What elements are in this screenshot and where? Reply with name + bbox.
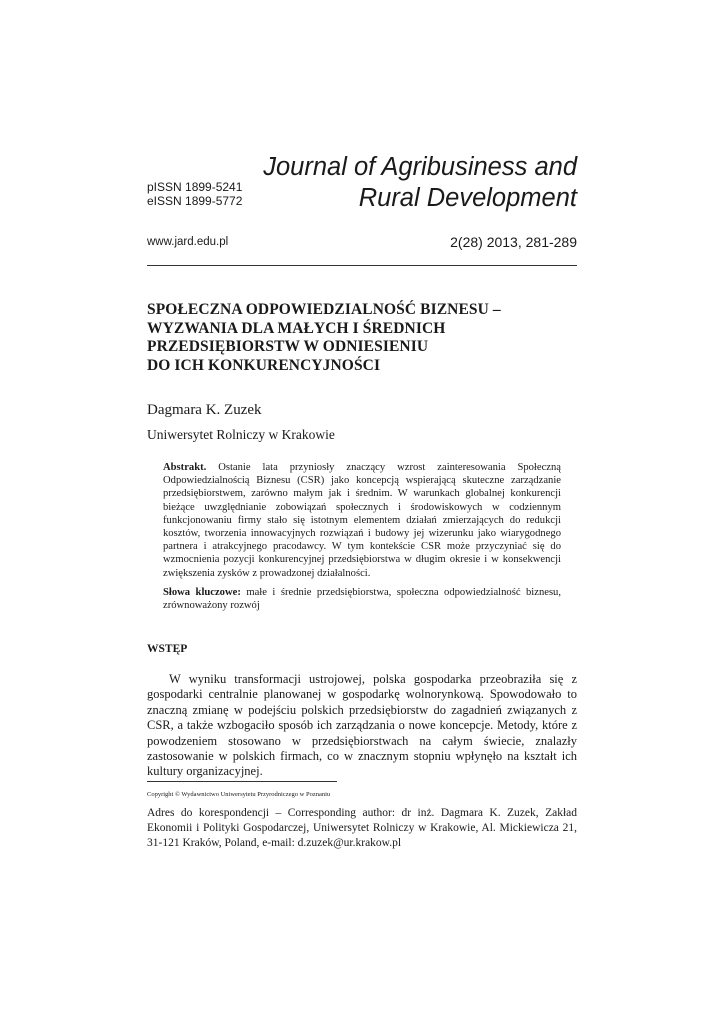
footnote-divider bbox=[147, 781, 337, 782]
article-title bbox=[147, 301, 577, 375]
article-title-line: SPOŁECZNA ODPOWIEDZIALNOŚĆ BIZNESU – bbox=[147, 301, 501, 318]
section-heading: WSTĘP bbox=[147, 643, 188, 655]
issn-block bbox=[147, 180, 242, 208]
author-name: Dagmara K. Zuzek bbox=[147, 402, 262, 418]
journal-title-line-1: Journal of Agribusiness and bbox=[263, 153, 577, 181]
journal-url: www.jard.edu.pl bbox=[147, 236, 229, 248]
correspondence-address: Adres do korespondencji – Corresponding author: dr inż. Dagmara K. Zuzek, Zakład Ekonomii i Polityki Gospodarczej, Uniwersytet Rolniczy w Krakowie, Al. Mickiewicza 21, 31-121 Kraków, Poland, e-mail: d.zuzek@ur.krakow.pl bbox=[147, 807, 577, 849]
eissn: eISSN 1899-5772 bbox=[147, 194, 243, 208]
article-title-line: WYZWANIA DLA MAŁYCH I ŚREDNICH bbox=[147, 319, 446, 337]
article-title-line: PRZEDSIĘBIORSTW W ODNIESIENIU bbox=[147, 338, 429, 355]
header-divider bbox=[147, 265, 577, 266]
keywords bbox=[163, 586, 561, 612]
abstract-label: Abstrakt. bbox=[163, 462, 207, 473]
journal-title bbox=[263, 152, 577, 214]
pissn: pISSN 1899-5241 bbox=[147, 180, 243, 194]
journal-title-line-2: Rural Development bbox=[358, 184, 577, 212]
copyright-notice: Copyright © Wydawnictwo Uniwersytetu Przyrodniczego w Poznaniu bbox=[147, 791, 331, 798]
author-affiliation: Uniwersytet Rolniczy w Krakowie bbox=[147, 427, 335, 442]
issue-info: 2(28) 2013, 281-289 bbox=[450, 234, 577, 250]
abstract-text: Ostanie lata przyniosły znaczący wzrost zainteresowania Społeczną Odpowiedzialnością Biznesu (CSR) jako koncepcją wspierającą skuteczne zarządzanie przedsiębiorstwem, zarówno małym jak i średnim. W warunkach globalnej konkurencji bieżące uwzględnianie zobowiązań społecznych i środowiskowych w codziennym funkcjonowaniu firmy stało się istotnym elementem działań zmierzających do redukcji kosztów, tworzenia innowacyjnych rozwiązań i budowy jej wizerunku jako wiarygodnego partnera i atrakcyjnego pracodawcy. W tym kontekście CSR może przyczyniać się do wzmocnienia pozycji konkurencyjnej przedsiębiorstwa w długim okresie i w konsekwencji zwiększenia zysków z prowadzonej działalności. bbox=[163, 462, 561, 579]
intro-paragraph: W wyniku transformacji ustrojowej, polska gospodarka przeobraziła się z gospodarki centralnie planowanej w gospodarkę wolnorynkową. Spowodowało to znaczną zmianę w podejściu polskich przedsiębiorstw do zagadnień związanych z CSR, a także wzbogaciło sposób ich zarządzania o nowe koncepcje. Metody, które z powodzeniem stosowano w przedsiębiorstwach na całym świecie, znalazły zastosowanie w polskich firmach, co w znacznym stopniu wpłynęło na kształt ich kultury organizacyjnej. bbox=[147, 672, 577, 779]
abstract bbox=[163, 461, 561, 580]
keywords-text: małe i średnie przedsiębiorstwa, społeczna odpowiedzialność biznesu, zrównoważony rozwój bbox=[163, 587, 562, 612]
keywords-label: Słowa kluczowe: bbox=[163, 587, 241, 598]
article-title-line: DO ICH KONKURENCYJNOŚCI bbox=[147, 356, 381, 374]
